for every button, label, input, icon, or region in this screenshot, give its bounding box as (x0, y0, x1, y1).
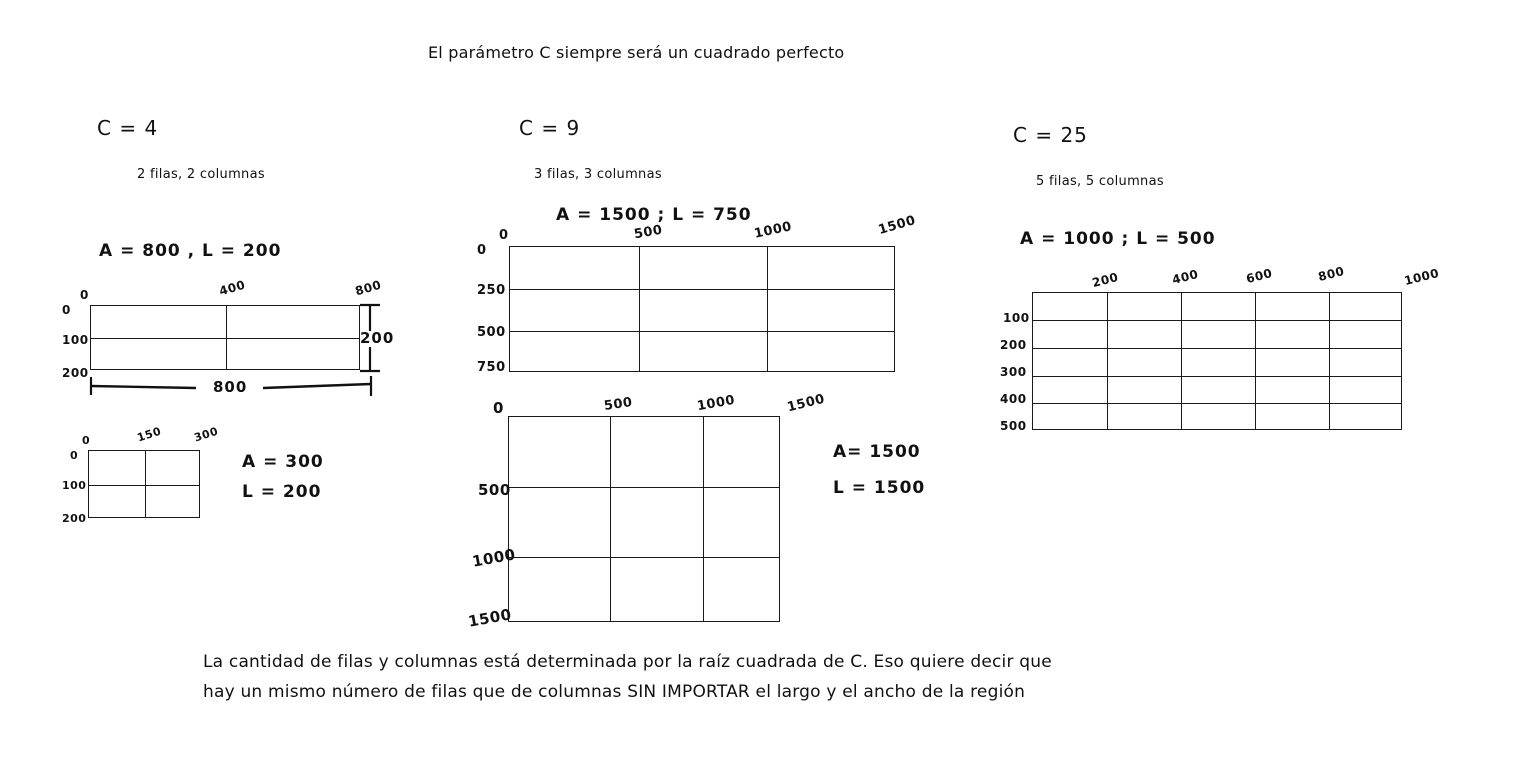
x-tick: 1000 (695, 392, 737, 415)
y-tick: 300 (1000, 365, 1027, 379)
grid-line-vertical (610, 417, 611, 621)
grid-line-horizontal (89, 485, 199, 486)
width-bracket-label-c4: 800 (213, 378, 248, 396)
case-label-c9: C = 9 (519, 116, 581, 140)
x-tick: 300 (192, 424, 220, 445)
case-sub-c9: 3 filas, 3 columnas (534, 167, 662, 182)
y-tick: 1500 (466, 605, 513, 631)
grid-c4-figure1 (90, 305, 360, 370)
grid-line-horizontal (1033, 348, 1401, 349)
y-tick: 100 (62, 479, 87, 492)
grid-line-horizontal (509, 487, 779, 488)
grid-line-vertical (1329, 293, 1330, 429)
grid-line-horizontal (1033, 403, 1401, 404)
y-tick: 0 (70, 449, 79, 462)
footer-line-2: hay un mismo número de filas que de columnas SIN IMPORTAR el largo y el ancho de la región (203, 682, 1026, 702)
x-tick: 800 (353, 277, 383, 299)
grid-c4-figure2 (88, 450, 200, 518)
x-tick: 800 (1316, 263, 1346, 285)
grid-line-horizontal (510, 289, 894, 290)
y-tick: 1000 (470, 545, 517, 571)
y-tick: 200 (62, 512, 87, 525)
grid-c9-figure2 (508, 416, 780, 622)
x-tick: 400 (217, 277, 247, 299)
y-tick: 750 (477, 360, 506, 375)
y-tick: 100 (62, 333, 89, 347)
figure-caption-l-c4-2: L = 200 (242, 482, 322, 502)
x-tick: 0 (80, 288, 89, 302)
x-tick: 1000 (752, 219, 794, 242)
y-tick: 500 (1000, 419, 1027, 433)
x-tick: 400 (1170, 266, 1200, 288)
x-tick: 1500 (876, 213, 918, 238)
grid-line-vertical (703, 417, 704, 621)
grid-line-vertical (639, 247, 640, 371)
x-tick: 1000 (1402, 265, 1441, 289)
x-tick: 0 (82, 434, 91, 447)
grid-line-horizontal (510, 331, 894, 332)
footer-line-1: La cantidad de filas y columnas está determinada por la raíz cuadrada de C. Eso quiere decir que (203, 652, 1052, 672)
grid-line-horizontal (509, 557, 779, 558)
x-tick: 0 (499, 228, 509, 243)
y-tick: 400 (1000, 392, 1027, 406)
figure-caption-c9-1: A = 1500 ; L = 750 (556, 205, 752, 225)
grid-line-vertical (1255, 293, 1256, 429)
grid-line-vertical (767, 247, 768, 371)
y-tick: 250 (477, 283, 506, 298)
x-tick: 150 (135, 424, 163, 445)
grid-line-horizontal (1033, 376, 1401, 377)
grid-line-horizontal (1033, 320, 1401, 321)
grid-c9-figure1 (509, 246, 895, 372)
x-tick: 500 (632, 222, 664, 243)
figure-caption-l-c9-2: L = 1500 (833, 478, 926, 498)
y-tick: 0 (62, 303, 71, 317)
grid-line-vertical (1107, 293, 1108, 429)
case-sub-c25: 5 filas, 5 columnas (1036, 174, 1164, 189)
x-tick: 200 (1090, 269, 1120, 291)
grid-c25-figure1 (1032, 292, 1402, 430)
grid-line-vertical (145, 451, 146, 517)
y-tick: 500 (477, 325, 506, 340)
y-tick: 500 (478, 481, 511, 499)
x-tick: 500 (603, 395, 634, 414)
grid-line-vertical (1181, 293, 1182, 429)
y-tick: 100 (1003, 311, 1030, 325)
y-tick: 0 (477, 243, 487, 258)
case-sub-c4: 2 filas, 2 columnas (137, 167, 265, 182)
grid-line-horizontal (91, 338, 359, 339)
y-tick: 200 (62, 366, 89, 380)
case-label-c25: C = 25 (1013, 123, 1088, 147)
figure-caption-c25-1: A = 1000 ; L = 500 (1020, 229, 1216, 249)
figure-caption-a-c9-2: A= 1500 (833, 442, 921, 462)
y-tick: 200 (1000, 338, 1027, 352)
x-tick: 1500 (785, 391, 827, 416)
page-title: El parámetro C siempre será un cuadrado perfecto (428, 43, 845, 62)
height-bracket-label-c4: 200 (360, 329, 395, 347)
case-label-c4: C = 4 (97, 116, 159, 140)
figure-caption-c4-1: A = 800 , L = 200 (99, 241, 282, 261)
figure-caption-a-c4-2: A = 300 (242, 452, 324, 472)
x-tick: 600 (1244, 265, 1274, 287)
x-tick: 0 (493, 399, 504, 417)
